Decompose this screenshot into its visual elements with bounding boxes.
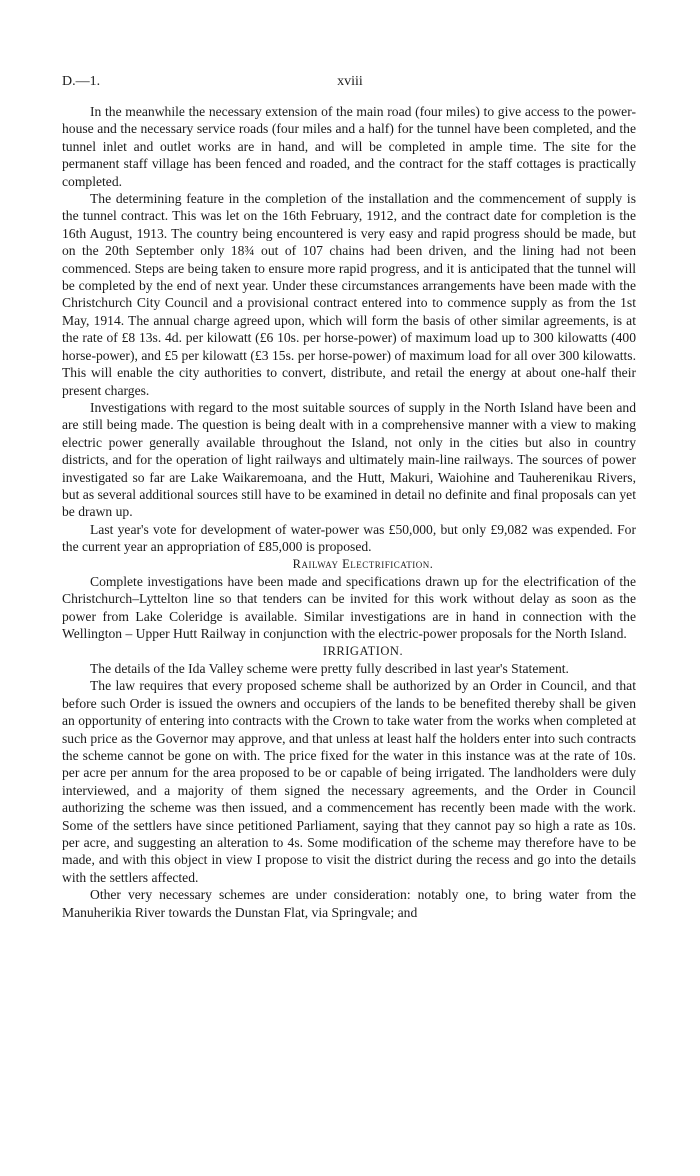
paragraph: The determining feature in the completion of the installation and the commencement of supply is the tunnel contract. This was let on the 16th February, 1912, and the contract date for completion is the 16th August, 1913. The country being encountered is very easy and rapid progress should be made, but on the 20th September only 18¾ out of 107 chains had been driven, and the lining had not been commenced. Steps are being taken to ensure more rapid progress, and it is anticipated that the tunnel will be completed by the end of next year. Under these circumstances arrangements have been made with the Christchurch City Council and a provisional contract entered into to commence supply as from the 1st May, 1914. The annual charge agreed upon, which will form the basis of other similar agreements, is at the rate of £8 13s. 4d. per kilowatt (£6 10s. per horse-power) of maximum load up to 300 kilowatts (400 horse-power), and £5 per kilowatt (£3 15s. per horse-power) of maximum load for all over 300 kilowatts. This will enable the city authorities to convert, distribute, and retail the energy at about one-half their present charges. — [62, 191, 636, 398]
section-heading-railway-electrification: Railway Electrification. — [292, 556, 434, 571]
paragraph: The details of the Ida Valley scheme were pretty fully described in last year's Statement. — [90, 661, 569, 676]
paragraph: Other very necessary schemes are under consideration: notably one, to bring water from the Manuherikia River towards the Dunstan Flat, via Springvale; and — [62, 887, 636, 920]
paragraph: Investigations with regard to the most suitable sources of supply in the North Island have been and are still being made. The question is being dealt with in a comprehensive manner with a view to making electric power generally available throughout the Island, not only in the cities but also in country districts, and for the operation of light railways and ultimately main-line railways. The sources of power investigated so far are Lake Waikaremoana, and the Hutt, Makuri, Waiohine and Tauherenikau Rivers, but as several additional sources still have to be examined in detail no definite and final proposals can yet be drawn up. — [62, 399, 636, 520]
paragraph: Last year's vote for development of water-power was £50,000, but only £9,082 was expended. For the current year an appropriation of £85,000 is proposed. — [62, 521, 636, 555]
document-body — [62, 103, 636, 921]
page-number: xviii — [337, 74, 363, 89]
paragraph: The law requires that every proposed scheme shall be authorized by an Order in Council, and that before such Order is issued the owners and occupiers of the lands to be benefited thereby shall be given an opportunity of entering into contracts with the Crown to take water from the works when completed at such price as the Governor may approve, and that unless at least half the holders enter into such contracts the scheme cannot be gone on with. The price fixed for the water in this instance was at the rate of 10s. per acre per annum for the area proposed to be or capable of being irrigated. The landholders were duly interviewed, and a majority of them signed the necessary agreements, and the Order in Council authorizing the scheme was then issued, and a commencement has recently been made with the work. Some of the settlers have since petitioned Parliament, saying that they cannot pay so high a rate as 10s. per acre, and suggesting an alteration to 4s. Some modification of the scheme may therefore have to be made, and with this object in view I propose to visit the district during the recess and go into the details with the settlers affected. — [62, 678, 636, 885]
section-heading-irrigation: IRRIGATION. — [322, 643, 404, 658]
paragraph: In the meanwhile the necessary extension of the main road (four miles) to give access to the power-house and the necessary service roads (four miles and a half) for the tunnel have been completed, and the tunnel inlet and outlet works are in hand, and will be completed in ample time. The site for the permanent staff village has been fenced and roaded, and the contract for the staff cottages is practically completed. — [62, 104, 636, 189]
document-reference: D.—1. — [62, 74, 101, 89]
paragraph: Complete investigations have been made and specifications drawn up for the electrification of the Christchurch–Lyttelton line so that tenders can be invited for this work without delay as soon as the power from Lake Coleridge is available. Similar investigations are in hand in connection with the Wellington – Upper Hutt Railway in conjunction with the electric-power proposals for the North Island. — [62, 573, 636, 642]
